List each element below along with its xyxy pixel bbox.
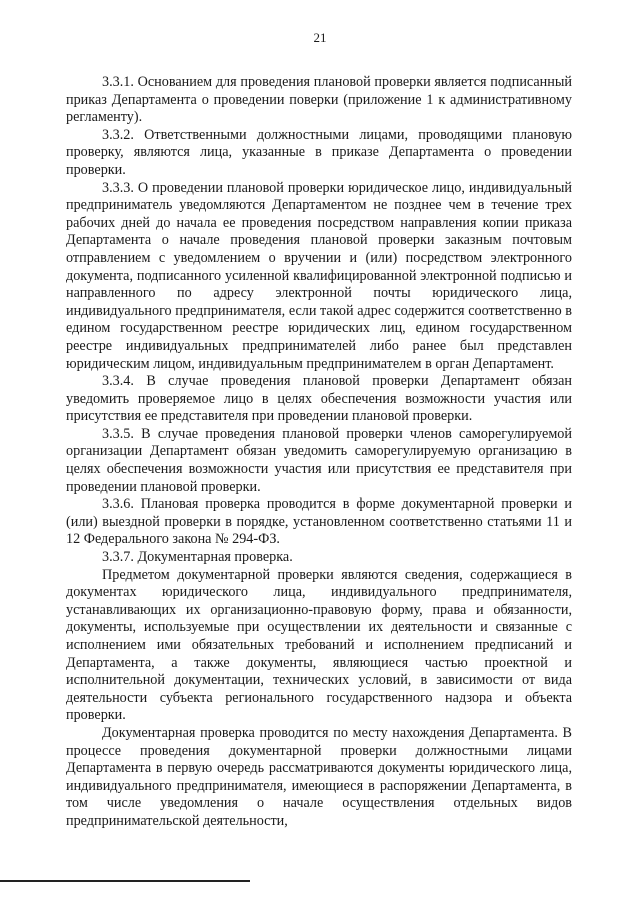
paragraph-3-3-6: 3.3.6. Плановая проверка проводится в форме документарной проверки и (или) выездной проверки в порядке, установленном соответственно статьями 11 и 12 Федерального закона № 294-ФЗ. (66, 496, 572, 548)
paragraph-3-3-7: 3.3.7. Документарная проверка. (102, 549, 293, 566)
paragraph-3-3-2: 3.3.2. Ответственными должностными лицами, проводящими плановую проверку, являются лица, указанные в приказе Департамента о проведении проверки. (66, 126, 572, 178)
paragraph-3-3-4: 3.3.4. В случае проведения плановой проверки Департамент обязан уведомить проверяемое лицо в целях обеспечения возможности участия или присутствия ее представителя при проведении плановой проверки. (66, 373, 572, 425)
paragraph-3-3-5: 3.3.5. В случае проведения плановой проверки членов саморегулируемой организации Департамент обязан уведомить саморегулируемую организацию в целях обеспечения возможности участия или присутствия ее представителя при проведении плановой проверки. (66, 425, 572, 495)
document-body (66, 74, 572, 831)
page-number: 21 (313, 30, 327, 45)
footer-divider (0, 880, 250, 882)
paragraph-subject: Предметом документарной проверки являются сведения, содержащиеся в документах юридического лица, индивидуального предпринимателя, устанавливающих их организационно-правовую форму, права и обязанности, документы, используемые при осуществлении их деятельности и связанные с исполнением ими обязательных требований и исполнением предписаний и Департамента, а также документы, являющиеся частью проектной и исполнительной документации, технических условий, в зависимости от вида деятельности субъекта регионального государственного надзора и объекта проверки. (66, 566, 572, 724)
paragraph-location: Документарная проверка проводится по месту нахождения Департамента. В процессе проведения документарной проверки должностными лицами Департамента в первую очередь рассматриваются документы юридического лица, индивидуального предпринимателя, имеющиеся в распоряжении Департамента, в том числе уведомления о начале осуществления отдельных видов предпринимательской деятельности, (66, 724, 572, 829)
paragraph-3-3-3: 3.3.3. О проведении плановой проверки юридическое лицо, индивидуальный предприниматель уведомляются Департаментом не позднее чем в течение трех рабочих дней до начала ее проведения посредством направления копии приказа Департамента о начале проведения плановой проверки заказным почтовым отправлением с уведомлением о вручении и (или) посредством электронного документа, подписанного усиленной квалифицированной электронной подписью и направленного по адресу электронной почты юридического лица, индивидуального предпринимателя, если такой адрес содержится соответственно в едином государственном реестре юридических лиц, едином государственном реестре индивидуальных предпринимателей либо ранее был представлен юридическим лицом, индивидуальным предпринимателем в орган Департамент. (66, 179, 572, 372)
paragraph-3-3-1: 3.3.1. Основанием для проведения плановой проверки является подписанный приказ Департамента о проведении поверки (приложение 1 к административному регламенту). (66, 74, 572, 126)
